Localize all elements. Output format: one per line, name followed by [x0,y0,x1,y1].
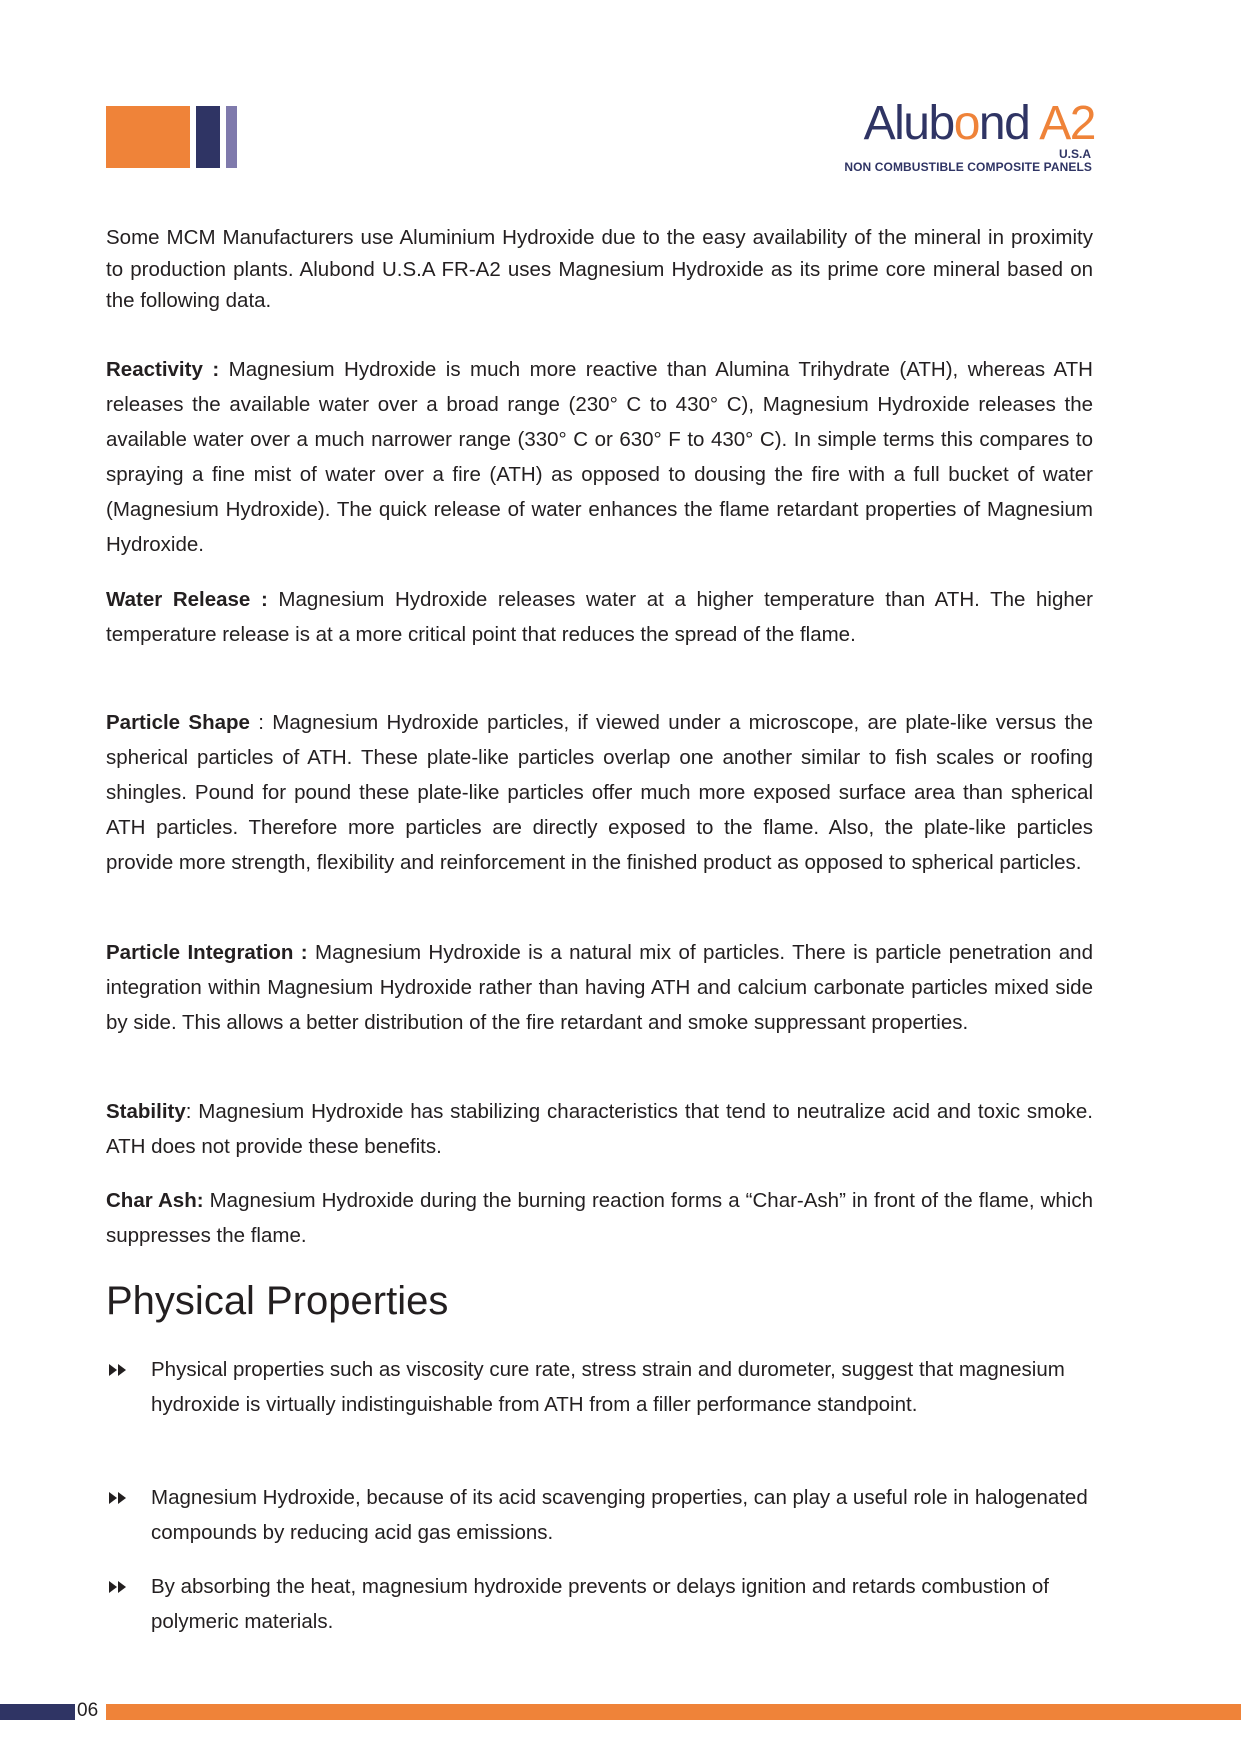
section-char-ash [106,1183,1093,1253]
particle-shape-label: Particle Shape [106,711,250,734]
stability-paragraph [106,1094,1093,1164]
logo-wordmark [844,97,1095,150]
double-triangle-right-icon [109,1364,129,1376]
decor-orange-block [106,106,190,168]
physical-properties-heading: Physical Properties [106,1279,449,1323]
section-reactivity [106,352,1093,562]
decor-navy-bar [196,106,220,168]
brand-logo [844,97,1095,174]
page-number: 06 [77,1700,99,1721]
intro-paragraph: Some MCM Manufacturers use Aluminium Hydroxide due to the easy availability of the mineral in proximity to production plants. Alubond U.S.A FR-A2 uses Magnesium Hydroxide as its prime core mineral based on the following data. [106,226,1093,312]
water-release-label: Water Release : [106,588,268,611]
footer-orange-bar [106,1704,1241,1720]
footer-navy-bar [0,1704,75,1720]
logo-text-alub: Alub [863,97,954,150]
reactivity-text: Magnesium Hydroxide is much more reactive than Alumina Trihydrate (ATH), whereas ATH releases the available water over a broad range (230° C to 430° C), Magnesium Hydroxide releases the available water over a much narrower range (330° C or 630° F to 430° C). In simple terms this compares to spraying a fine mist of water over a fire (ATH) as opposed to dousing the fire with a full bucket of water (Magnesium Hydroxide). The quick release of water enhances the flame retardant properties of Magnesium Hydroxide. [106,358,1093,556]
logo-text-o: o [953,97,979,150]
water-release-text: Magnesium Hydroxide releases water at a higher temperature than ATH. The higher temperature release is at a more critical point that reduces the spread of the flame. [106,588,1094,646]
stability-label: Stability [106,1100,186,1123]
list-item [106,1480,1093,1550]
water-release-paragraph [106,582,1093,652]
particle-shape-text: : Magnesium Hydroxide particles, if viewed under a microscope, are plate-like versus the spherical particles of ATH. These plate-like particles overlap one another similar to fish scales or roofing shingles. Pound for pound these plate-like particles offer much more exposed surface area than spherical ATH particles. Therefore more particles are directly exposed to the flame. Also, the plate-like particles provide more strength, flexibility and reinforcement in the finished product as opposed to spherical particles. [106,711,1093,874]
particle-integration-paragraph [106,935,1093,1040]
section-particle-integration [106,935,1093,1040]
particle-integration-label: Particle Integration : [106,941,308,964]
char-ash-label: Char Ash: [106,1189,204,1212]
list-item [106,1352,1093,1422]
particle-integration-text: Magnesium Hydroxide is a natural mix of particles. There is particle penetration and integration within Magnesium Hydroxide rather than having ATH and calcium carbonate particles mixed side by side. This allows a better distribution of the fire retardant and smoke suppressant properties. [106,941,1093,1034]
list-item [106,1569,1093,1639]
char-ash-paragraph [106,1183,1093,1253]
list-item-text: Magnesium Hydroxide, because of its acid scavenging properties, can play a useful role in halogenated compounds by reducing acid gas emissions. [151,1486,1088,1544]
double-triangle-right-icon [109,1581,129,1593]
section-particle-shape [106,705,1093,880]
logo-text-a2: A2 [1039,97,1095,150]
logo-country: U.S.A [1058,147,1091,161]
section-stability [106,1094,1093,1164]
logo-text-nd: nd [978,97,1030,150]
reactivity-label: Reactivity : [106,358,220,381]
char-ash-text: Magnesium Hydroxide during the burning reaction forms a “Char-Ash” in front of the flame, which suppresses the flame. [106,1189,1093,1247]
stability-text: : Magnesium Hydroxide has stabilizing characteristics that tend to neutralize acid and toxic smoke. ATH does not provide these benefits. [106,1100,1093,1158]
decor-lilac-bar [226,106,237,168]
double-triangle-right-icon [109,1492,129,1504]
list-item-text: Physical properties such as viscosity cure rate, stress strain and durometer, suggest that magnesium hydroxide is virtually indistinguishable from ATH from a filler performance standpoint. [151,1358,1065,1416]
reactivity-paragraph [106,352,1093,562]
section-water-release [106,582,1093,652]
list-item-text: By absorbing the heat, magnesium hydroxide prevents or delays ignition and retards combustion of polymeric materials. [151,1575,1049,1633]
logo-tagline: NON COMBUSTIBLE COMPOSITE PANELS [844,160,1092,174]
particle-shape-paragraph [106,705,1093,880]
intro-section [106,222,1093,317]
